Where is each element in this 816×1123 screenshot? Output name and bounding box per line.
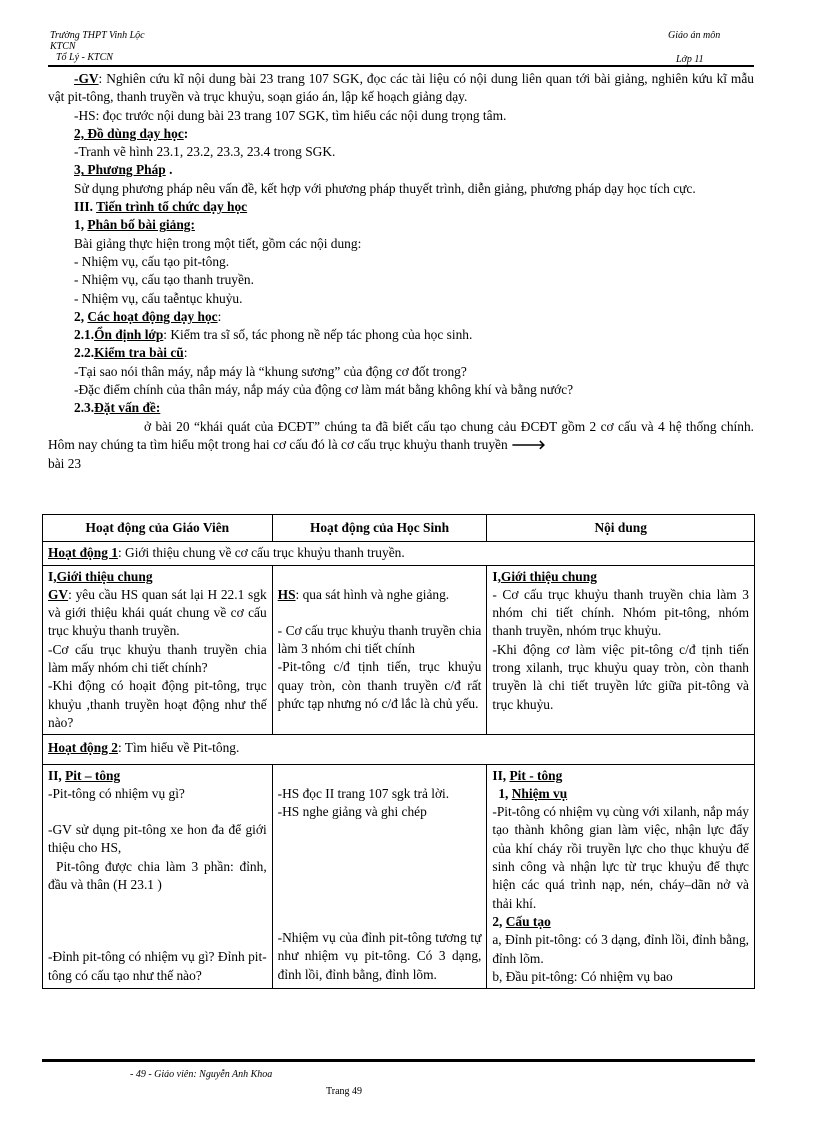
student-answer: -Pit-tông c/đ tịnh tiến, trục khuỷu quay tròn, còn thanh truyền c/đ rất phức tạp nhưng nó c/đ lắc là chủ yếu. — [277, 659, 482, 712]
spacer — [48, 803, 267, 821]
activity-2-content-row — [43, 764, 755, 989]
stabilize-heading: Ổn định lớp — [94, 327, 164, 343]
activity-1-label: Hoạt động 1 — [48, 545, 118, 561]
problem-heading-text: Đặt vấn đề: — [94, 400, 161, 416]
activities-prefix: 2, — [74, 308, 88, 324]
teacher-section-heading — [48, 767, 267, 785]
check-question: -Tại sao nói thân máy, nắp máy là “khung sương” của động cơ đốt trong? — [74, 363, 467, 379]
problem-text — [48, 418, 754, 456]
stabilize-prefix: 2.1. — [74, 327, 95, 343]
stabilize-text: : Kiểm tra sĩ số, tác phong nề nếp tác phong của học sinh. — [163, 327, 473, 343]
allocation-item: - Nhiệm vụ, cấu tạo pit-tông. — [74, 253, 230, 269]
col-header-student: Hoạt động của Học Sinh — [272, 515, 487, 542]
teacher-text: -GV sử dụng pit-tông xe hon đa để giới thiệu cho HS, — [48, 822, 267, 856]
stabilize-class — [48, 326, 754, 344]
student-answer: -HS nghe giảng và ghi chép — [277, 803, 427, 819]
teacher-question: -Đỉnh pit-tông có nhiệm vụ gì? Đỉnh pit-tông có cấu tạo như thế nào? — [48, 949, 267, 983]
subheading-prefix: 2, — [492, 913, 506, 929]
activity-1-title — [43, 542, 755, 565]
problem-heading — [48, 399, 754, 417]
content-heading-prefix: II, — [492, 767, 510, 783]
teacher-question: -Khi động có hoạit động pit-tông, trục khuỷu ,thanh truyền hoạt động như thế nào? — [48, 678, 267, 730]
content-paragraph: -Pit-tông có nhiệm vụ cùng với xilanh, nắp máy tạo thành không gian làm việc, nhận lực đẩy của khí cháy rồi truyền lực cho thục khuỷu để sinh công và nhận lực từ trục khuỷu để thực hiện các quá trình nạp, nén, cháy–dãn nở và thải khí. — [492, 804, 749, 911]
allocation-heading — [48, 216, 754, 234]
page-number: Trang 49 — [326, 1086, 363, 1097]
teacher-section-heading — [48, 568, 267, 586]
tools-heading — [48, 125, 754, 143]
activity-1-row — [43, 542, 755, 565]
footer-rule — [42, 1059, 755, 1062]
spacer — [278, 568, 482, 586]
activity-1-student-cell — [272, 565, 487, 735]
spacer — [48, 894, 267, 912]
allocation-prefix: 1, — [74, 217, 88, 233]
teacher-question: -Pit-tông có nhiệm vụ gì? — [48, 785, 185, 801]
activity-2-content-cell — [487, 764, 755, 989]
activities-heading-text: Các hoạt động dạy học — [87, 308, 218, 324]
activities-heading — [48, 308, 754, 326]
activity-1-content-cell — [487, 565, 755, 735]
hs-label: HS — [277, 586, 296, 602]
activity-1-teacher-cell — [43, 565, 273, 735]
gv-label: GV — [48, 586, 69, 602]
spacer — [278, 767, 482, 785]
check-colon: : — [183, 345, 188, 361]
spacer — [48, 912, 267, 930]
content-heading-text: Giới thiệu chung — [500, 568, 597, 584]
methods-heading — [48, 161, 754, 179]
content-section-heading — [492, 767, 749, 785]
activities-colon: : — [217, 308, 222, 324]
methods-text: Sử dụng phương pháp nêu vấn đề, kết hợp với phương pháp thuyết trình, diễn giảng, phương pháp dạy học tích cực. — [74, 180, 696, 196]
activity-2-label: Hoạt động 2 — [48, 740, 118, 756]
footer-teacher: - 49 - Giáo viên: Nguyễn Anh Khoa — [130, 1069, 273, 1080]
content-paragraph: -Khi động cơ làm việc pit-tông c/đ tịnh tiến trong xilanh, trục khuỷu quay tròn, còn thanh truyền là chi tiết truyền lức giữa pit-tông và trục khuỷu. — [492, 641, 749, 712]
content-heading-text: Pit - tông — [509, 767, 563, 783]
tools-colon: : — [183, 125, 189, 141]
spacer — [278, 839, 482, 857]
problem-body: ở bài 20 “khái quát của ĐCĐT” chúng ta đã biết cấu tạo chung cảu ĐCĐT gồm 2 cơ cấu và 4 hệ thống chính. Hôm nay chúng ta tìm hiểu một trong hai cơ cấu đó là cơ cấu trục khuỷu thanh truyền — [48, 418, 754, 452]
grade-label: Lớp 11 — [676, 54, 704, 65]
gv-label: -GV — [74, 71, 99, 86]
teacher-question: -Cơ cấu trục khuỷu thanh truyền chia làm mấy nhóm chi tiết chính? — [48, 641, 267, 676]
teacher-heading-text: Pit – tông — [65, 767, 121, 783]
allocation-item: - Nhiệm vụ, cấu taễntục khuỷu. — [74, 290, 243, 306]
subheading-prefix: 1, — [498, 785, 512, 801]
spacer — [278, 821, 482, 839]
subject-group: Tổ Lý - KTCN — [56, 52, 113, 63]
student-answer: -HS đọc II trang 107 sgk trả lời. — [277, 785, 450, 801]
student-intro — [278, 586, 482, 604]
activities-table — [42, 514, 755, 989]
spacer — [48, 930, 267, 948]
teacher-intro — [48, 586, 267, 641]
activity-2-row — [43, 735, 755, 764]
department: KTCN — [50, 41, 76, 52]
spacer — [278, 875, 482, 893]
spacer — [278, 911, 482, 929]
student-answer: -Nhiệm vụ của đỉnh pit-tông tương tự như nhiệm vụ pit-tông. Có 3 dạng, đỉnh lồi, đỉnh bằng, đỉnh lõm. — [277, 930, 482, 982]
table-header-row — [43, 515, 755, 542]
school-name: Trường THPT Vinh Lộc — [50, 30, 145, 41]
content-subheading — [492, 913, 749, 931]
tools-heading-text: 2, Đồ dùng dạy học — [74, 125, 184, 141]
activity-2-teacher-cell — [43, 764, 273, 989]
student-answer: - Cơ cấu trục khuỷu thanh truyền chia làm 3 nhóm chi tiết chính — [277, 622, 482, 657]
teacher-heading-prefix: II, — [48, 767, 66, 783]
process-prefix: III. — [74, 199, 97, 215]
prep-hs: -HS: đọc trước nội dung bài 23 trang 107 SGK, tìm hiểu các nội dung trọng tâm. — [74, 107, 507, 123]
content-section-heading — [492, 568, 749, 586]
spacer — [278, 604, 482, 622]
content-paragraph: a, Đỉnh pit-tông: có 3 dạng, đỉnh lồi, đỉnh bằng, đỉnh lõm. — [492, 932, 749, 966]
spacer — [278, 893, 482, 911]
allocation-heading-text: Phân bố bài giảng: — [87, 217, 195, 233]
tools-text: -Tranh vẽ hình 23.1, 23.2, 23.3, 23.4 trong SGK. — [74, 144, 336, 160]
content-subheading — [492, 785, 749, 803]
problem-prefix: 2.3. — [74, 400, 95, 416]
page-cut-mask — [0, 1062, 816, 1123]
methods-dot: . — [165, 162, 173, 178]
teacher-text: Pit-tông được chia làm 3 phần: đỉnh, đầu và thân (H 23.1 ) — [48, 858, 267, 893]
col-header-content: Nội dung — [487, 515, 755, 542]
prep-gv — [48, 70, 754, 107]
document-body — [48, 70, 754, 474]
check-question: -Đặc điểm chính của thân máy, nắp máy của động cơ làm mát bằng không khí và bằng nước? — [74, 382, 574, 398]
gv-intro-text: : yêu cầu HS quan sát lại H 22.1 sgk và giới thiệu khái quát chung về cơ cấu trục khuỷu thanh truyền. — [48, 586, 267, 639]
check-prefix: 2.2. — [74, 345, 95, 361]
check-old-lesson — [48, 344, 754, 362]
hs-intro-text: : qua sát hình và nghe giảng. — [295, 586, 450, 602]
subheading-text: Cấu tạo — [505, 913, 551, 929]
teacher-heading-text: Giới thiệu chung — [56, 568, 153, 584]
process-heading — [48, 198, 754, 216]
subheading-text: Nhiệm vụ — [511, 785, 568, 801]
content-paragraph: b, Đầu pit-tông: Có nhiệm vụ bao — [492, 968, 673, 984]
content-heading-prefix: I, — [492, 568, 501, 584]
allocation-intro: Bài giảng thực hiện trong một tiết, gồm các nội dung: — [74, 235, 362, 251]
process-heading-text: Tiến trình tổ chức dạy học — [96, 199, 248, 215]
teacher-heading-prefix: I, — [48, 568, 57, 584]
activity-1-content-row — [43, 565, 755, 735]
lesson-plan-label: Giáo án môn — [668, 30, 721, 41]
gv-prep-text: : Nghiên cứu kĩ nội dung bài 23 trang 107 SGK, đọc các tài liệu có nội dung liên quan tới bài giảng, nghiên kứu kĩ mẫu vật pit-tông, thanh truyền và trục khuỷu, soạn giáo án, lập kế hoạch giảng dạy. — [48, 71, 754, 105]
problem-end: bài 23 — [48, 456, 82, 472]
check-heading: Kiểm tra bài cũ — [94, 345, 184, 361]
activity-1-text: : Giới thiệu chung về cơ cấu trục khuỷu thanh truyền. — [117, 545, 405, 561]
allocation-item: - Nhiệm vụ, cấu tạo thanh truyền. — [74, 272, 254, 288]
col-header-teacher: Hoạt động của Giáo Viên — [43, 515, 273, 542]
methods-heading-text: 3, Phương Pháp — [74, 162, 166, 178]
spacer — [278, 857, 482, 875]
header-rule — [48, 65, 754, 67]
arrow-right-icon: 🡒 — [511, 437, 546, 453]
content-paragraph: - Cơ cấu trục khuỷu thanh truyền chia làm 3 nhóm chi tiết chính. Nhóm pit-tông, nhóm thanh truyền, nhóm trục khuỷu. — [492, 586, 749, 639]
activity-2-student-cell — [272, 764, 487, 989]
spacer — [492, 714, 749, 732]
activity-2-title — [43, 735, 755, 764]
activity-2-text: : Tìm hiểu về Pit-tông. — [117, 740, 240, 756]
